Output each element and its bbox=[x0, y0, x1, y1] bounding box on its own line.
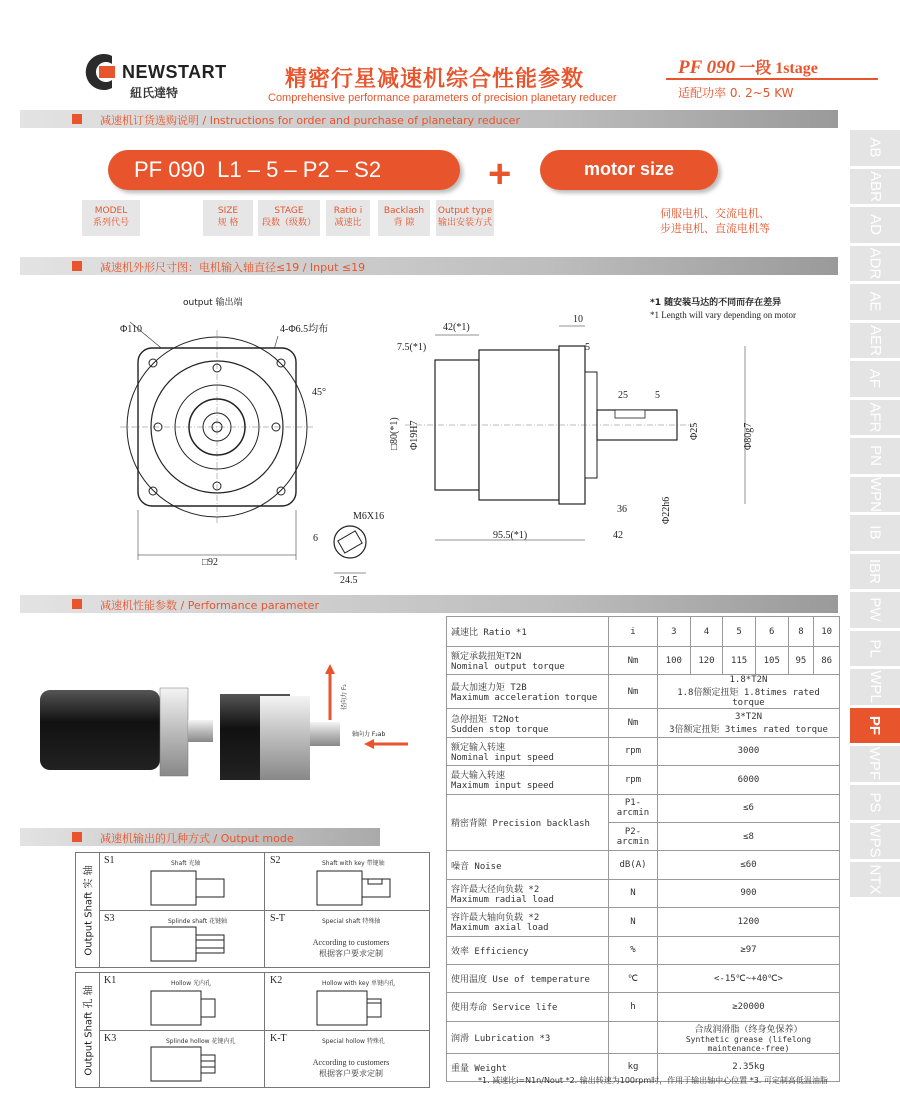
table-row: 容许最大径向负载 *2 Maximum radial load N 900 bbox=[447, 879, 840, 907]
motor-size-pill: motor size bbox=[540, 150, 718, 190]
series-tab-wpf[interactable]: WPF bbox=[850, 746, 900, 782]
hollow-label: Output Shaft 孔 轴 bbox=[76, 973, 100, 1087]
logo-mark-icon bbox=[80, 48, 118, 96]
series-tab-pl[interactable]: PL bbox=[850, 631, 900, 667]
dim-7-5: 7.5(*1) bbox=[397, 342, 427, 353]
table-row: 最大输入转速 Maximum input speed rpm 6000 bbox=[447, 766, 840, 794]
dim-key-m: M6X16 bbox=[353, 511, 385, 522]
dim-angle: 45° bbox=[312, 387, 326, 398]
series-tab-ab[interactable]: AB bbox=[850, 130, 900, 166]
shaft-s2-icon bbox=[312, 869, 402, 909]
mode-s3: S3 bbox=[104, 913, 115, 924]
model-stage: 一段 1stage bbox=[739, 60, 818, 77]
shaft-s3-icon bbox=[146, 925, 236, 965]
section-title-order: 减速机订货选购说明 / Instructions for order and purchase of planetary reducer bbox=[100, 114, 520, 127]
code-label-output: Output type 输出安装方式 bbox=[436, 200, 494, 236]
model-code: PF 090 bbox=[678, 57, 736, 78]
dim-42b: 42 bbox=[613, 530, 623, 541]
dim-phi22: Φ22h6 bbox=[661, 496, 672, 524]
custom-note: According to customers 根据客户要求定制 bbox=[312, 938, 390, 958]
table-row: 额定承载扭矩T2N Nominal output torque Nm 100 120 115 105 95 86 bbox=[447, 647, 840, 675]
table-row: 噪音 Noise dB(A) ≤60 bbox=[447, 851, 840, 879]
series-tab-wpn[interactable]: WPN bbox=[850, 477, 900, 513]
section-bar-dims bbox=[20, 257, 838, 275]
dim-10: 10 bbox=[573, 314, 583, 325]
series-tab-abr[interactable]: ABR bbox=[850, 169, 900, 205]
page-title: 精密行星减速机综合性能参数 bbox=[285, 67, 585, 92]
series-tab-ib[interactable]: IB bbox=[850, 515, 900, 551]
code-label-size: SIZE 规 格 bbox=[203, 200, 253, 236]
dim-key-245: 24.5 bbox=[340, 575, 358, 585]
code-label-stage: STAGE 段数（级数） bbox=[258, 200, 320, 236]
motor-types: 伺服电机、交流电机、 步进电机、直流电机等 bbox=[660, 207, 770, 235]
hollow-k3-icon bbox=[146, 1045, 236, 1085]
series-tab-ibr[interactable]: IBR bbox=[850, 554, 900, 590]
output-hollow-table: Output Shaft 孔 轴 K1 Hollow 光内孔 K2 Hollow with key 单键内孔 K3 Splinde hollow 花键内孔 K-T Special hollow 特殊孔 According to customers 根据客户要求定制 bbox=[75, 972, 430, 1088]
dim-phi25: Φ25 bbox=[689, 422, 700, 440]
model-title bbox=[678, 55, 818, 79]
dim-sq92: □92 bbox=[202, 557, 219, 568]
table-footnote: *1. 减速比i=N1n/Nout *2. 输出转速为100rpm时，作用于输出轴中心位置 *3. 可定制高低温油脂 bbox=[478, 1076, 828, 1085]
dim-5b: 5 bbox=[655, 390, 660, 401]
series-tab-afr[interactable]: AFR bbox=[850, 400, 900, 436]
order-code: PF 090 L1 – 5 – P2 – S2 bbox=[108, 150, 460, 190]
dim-42: 42(*1) bbox=[443, 322, 470, 333]
plus-sign: + bbox=[488, 152, 512, 196]
code-label-backlash: Backlash 背 隙 bbox=[378, 200, 430, 236]
drawing-note-cn: *1 随安装马达的不同而存在差异 bbox=[650, 298, 782, 308]
section-bar-perf bbox=[20, 595, 838, 613]
mode-kt: K-T bbox=[270, 1033, 287, 1044]
table-row: 最大加速力矩 T2B Maximum acceleration torque Nm 1.8*T2N 1.8倍额定扭矩 1.8times rated torque bbox=[447, 675, 840, 709]
custom-note-hollow: According to customers 根据客户要求定制 bbox=[312, 1058, 390, 1078]
series-tab-ad[interactable]: AD bbox=[850, 207, 900, 243]
table-row: 额定输入转速 Nominal input speed rpm 3000 bbox=[447, 737, 840, 765]
dim-5: 5 bbox=[585, 342, 590, 353]
section-title-output: 减速机输出的几种方式 / Output mode bbox=[100, 832, 294, 845]
dim-phi80: Φ80g7 bbox=[743, 422, 754, 450]
dim-36: 36 bbox=[617, 504, 627, 515]
table-row: 减速比 Ratio *1 i 3 4 5 6 8 10 bbox=[447, 617, 840, 647]
table-row: 润滑 Lubrication *3 合成润滑脂（终身免保养） Synthetic grease (lifelong maintenance-free) bbox=[447, 1021, 840, 1053]
series-tab-wpl[interactable]: WPL bbox=[850, 669, 900, 705]
axial-force-label: 轴向力 F₂ab bbox=[352, 731, 386, 738]
table-row: 急停扭矩 T2Not Sudden stop torque Nm 3*T2N 3倍额定扭矩 3times rated torque bbox=[447, 709, 840, 737]
series-tab-pf[interactable]: PF bbox=[850, 708, 900, 744]
mode-st: S-T bbox=[270, 913, 285, 924]
series-tab-ps[interactable]: PS bbox=[850, 785, 900, 821]
mode-k1: K1 bbox=[104, 975, 117, 986]
product-photo bbox=[30, 660, 420, 810]
dim-95-5: 95.5(*1) bbox=[493, 530, 528, 541]
brand-logo bbox=[80, 48, 118, 96]
series-tab-ae[interactable]: AE bbox=[850, 284, 900, 320]
series-index bbox=[850, 130, 900, 900]
section-bar-output bbox=[20, 828, 380, 846]
series-tab-wps[interactable]: WPS bbox=[850, 823, 900, 859]
brand-name: NEWSTART bbox=[122, 62, 227, 82]
code-label-model: MODEL 系列代号 bbox=[82, 200, 140, 236]
code-label-ratio: Ratio i 减速比 bbox=[326, 200, 370, 236]
series-tab-aer[interactable]: AER bbox=[850, 323, 900, 359]
table-row: 效率 Efficiency % ≥97 bbox=[447, 936, 840, 964]
table-row: P2-arcmin ≤8 bbox=[447, 822, 840, 850]
hollow-k1-icon bbox=[146, 989, 236, 1029]
dim-holes: 4-Φ6.5均布 bbox=[280, 324, 329, 335]
dim-key-6: 6 bbox=[313, 533, 318, 544]
series-tab-pw[interactable]: PW bbox=[850, 592, 900, 628]
radial-force-label: 径向力 F₂ bbox=[341, 684, 348, 710]
series-tab-pn[interactable]: PN bbox=[850, 438, 900, 474]
page-subtitle: Comprehensive performance parameters of precision planetary reducer bbox=[268, 92, 617, 104]
performance-table bbox=[446, 616, 840, 1082]
shaft-s1-icon bbox=[146, 869, 236, 909]
series-tab-adr[interactable]: ADR bbox=[850, 246, 900, 282]
mode-k2: K2 bbox=[270, 975, 283, 986]
series-tab-af[interactable]: AF bbox=[850, 361, 900, 397]
mode-s2: S2 bbox=[270, 855, 281, 866]
hollow-k2-icon bbox=[312, 989, 402, 1029]
dim-phi19: Φ19H7 bbox=[409, 420, 420, 450]
shaft-label: Output Shaft 实 轴 bbox=[76, 853, 100, 967]
table-row: 精密背隙 Precision backlash P1-arcmin ≤6 bbox=[447, 794, 840, 822]
section-title-perf: 减速机性能参数 / Performance parameter bbox=[100, 599, 319, 612]
series-tab-ntx[interactable]: NTX bbox=[850, 862, 900, 898]
table-row: 使用温度 Use of temperature ℃ <-15℃~+40℃> bbox=[447, 964, 840, 992]
output-shaft-table: Output Shaft 实 轴 S1 Shaft 光轴 S2 Shaft with key 带键轴 S3 Splinde shaft 花键轴 S-T Special shaft 特殊轴 According to customers 根据客户要求定制 bbox=[75, 852, 430, 968]
section-title-dims: 减速机外形尺寸图：电机输入轴直径≤19 / Input ≤19 bbox=[100, 261, 366, 274]
brand-name-cn: 紐氏達特 bbox=[130, 86, 179, 100]
model-underline bbox=[666, 78, 878, 80]
key-view-drawing bbox=[305, 505, 395, 585]
mode-s1: S1 bbox=[104, 855, 115, 866]
table-row: 重量 Weight kg 2.35kg bbox=[447, 1053, 840, 1081]
table-row: 使用寿命 Service life h ≥20000 bbox=[447, 993, 840, 1021]
mode-k3: K3 bbox=[104, 1033, 117, 1044]
dim-phi110: Φ110 bbox=[120, 324, 142, 335]
model-power: 适配功率 0. 2~5 KW bbox=[678, 86, 794, 100]
dim-25: 25 bbox=[618, 390, 628, 401]
dim-sq80: □80(*1) bbox=[389, 417, 400, 450]
drawing-note-en: *1 Length will vary depending on motor bbox=[650, 310, 796, 320]
section-bar-order bbox=[20, 110, 838, 128]
side-view-drawing bbox=[385, 310, 780, 550]
table-row: 容许最大轴向负载 *2 Maximum axial load N 1200 bbox=[447, 908, 840, 936]
section-marker bbox=[72, 114, 82, 124]
output-label: output 输出端 bbox=[183, 298, 243, 308]
